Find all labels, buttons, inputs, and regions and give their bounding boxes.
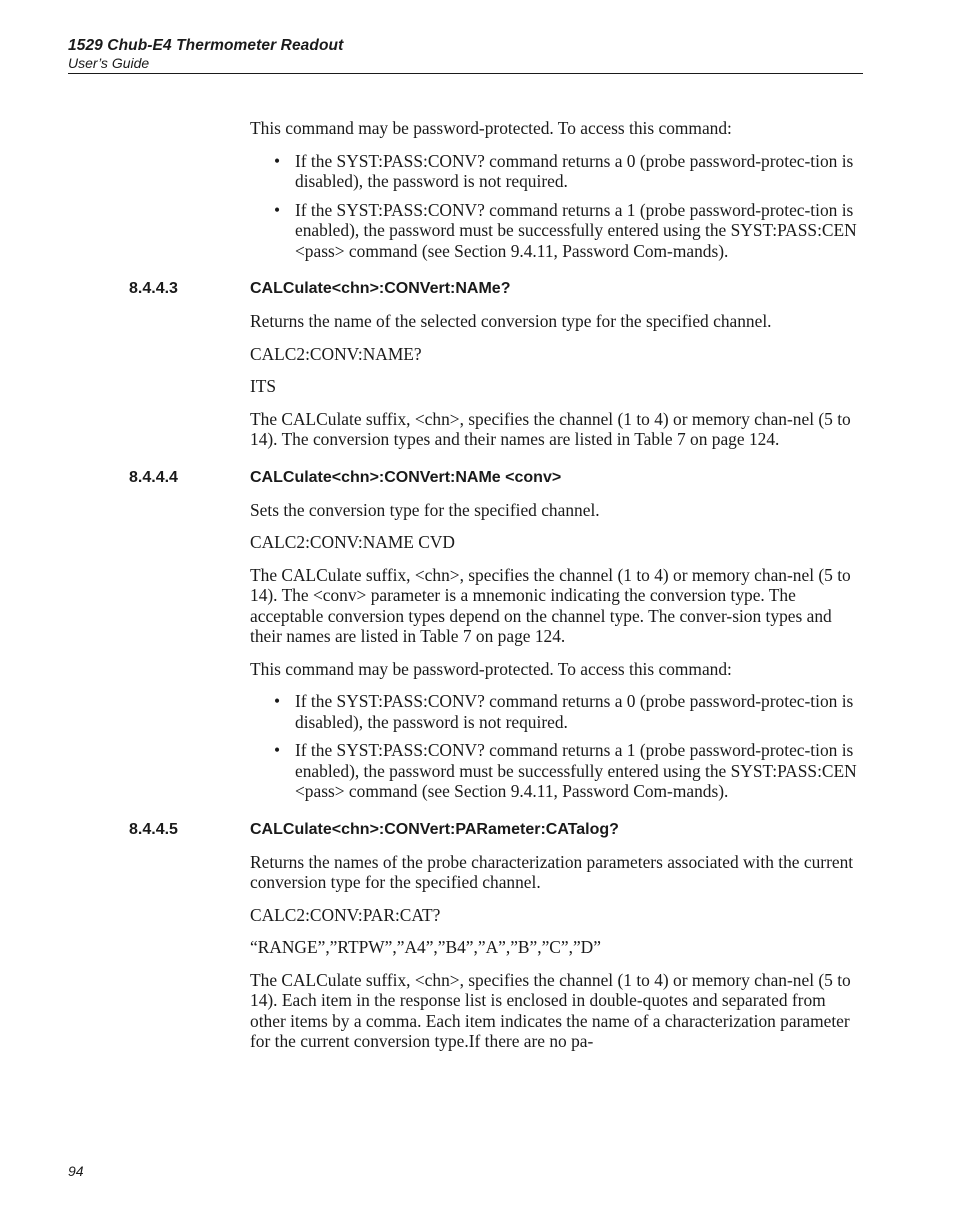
- body-paragraph: The CALCulate suffix, <chn>, specifies the channel (1 to 4) or memory chan-nel (5 to 14). Each item in the response list is enclosed in double-quotes and separated from other items by a comma. Each item indicates the name of a characterization parameter for the current conversion type.If there are no pa-: [250, 969, 851, 1051]
- section-heading: [129, 273, 862, 299]
- page-number: 94: [68, 1163, 84, 1179]
- section-heading: [129, 462, 862, 488]
- intro-bullet-item: • If the SYST:PASS:CONV? command returns a 1 (probe password-protec-tion is enabled), the password must be successfully entered using the SYST:PASS:CEN <pass> command (see Section 9.4.11, Password Com-mands).: [250, 200, 862, 262]
- section-heading: [129, 814, 862, 840]
- bullet-list: [250, 691, 862, 802]
- body-paragraph: The CALCulate suffix, <chn>, specifies the channel (1 to 4) or memory chan-nel (5 to 14). The conversion types and their names are listed in Table 7 on page 124.: [250, 408, 851, 449]
- section-title: CALCulate<chn>:CONVert:PARameter:CATalog?: [250, 820, 619, 838]
- bullet-item: • If the SYST:PASS:CONV? command returns a 1 (probe password-protec-tion is enabled), the password must be successfully entered using the SYST:PASS:CEN <pass> command (see Section 9.4.11, Password Com-mands).: [250, 740, 862, 802]
- section-title: CALCulate<chn>:CONVert:NAMe?: [250, 280, 511, 297]
- body-paragraph: Sets the conversion type for the specified channel.: [250, 499, 600, 520]
- intro-bullet-item: • If the SYST:PASS:CONV? command returns a 0 (probe password-protec-tion is disabled), the password is not required.: [250, 151, 862, 192]
- body-paragraph: Returns the name of the selected conversion type for the specified channel.: [250, 311, 772, 331]
- body-paragraph: The CALCulate suffix, <chn>, specifies the channel (1 to 4) or memory chan-nel (5 to 14). The <conv> parameter is a mnemonic indicating the conversion type. The acceptable conversion types depend on the channel type. The conver-sion types and their names are listed in Table 7 on page 124.: [250, 564, 851, 646]
- intro-bullet-list: [250, 151, 862, 262]
- section-number: 8.4.4.3: [129, 280, 178, 297]
- response-example: “RANGE”,”RTPW”,”A4”,”B4”,”A”,”B”,”C”,”D”: [250, 937, 601, 957]
- running-header-subtitle: User’s Guide: [68, 55, 150, 71]
- command-example: CALC2:CONV:NAME?: [250, 343, 422, 364]
- section-number: 8.4.4.5: [129, 820, 178, 838]
- bullet-item: • If the SYST:PASS:CONV? command returns a 0 (probe password-protec-tion is disabled), the password is not required.: [250, 691, 862, 732]
- section-title: CALCulate<chn>:CONVert:NAMe <conv>: [250, 468, 562, 486]
- body-paragraph: Returns the names of the probe characterization parameters associated with the current conversion type for the specified channel.: [250, 851, 854, 892]
- header-rule: [68, 73, 863, 74]
- command-example: CALC2:CONV:NAME CVD: [250, 532, 455, 552]
- command-example: CALC2:CONV:PAR:CAT?: [250, 904, 441, 925]
- intro-lead: This command may be password-protected. To access this command:: [250, 118, 732, 138]
- body-paragraph: This command may be password-protected. To access this command:: [250, 658, 732, 679]
- response-example: ITS: [250, 376, 277, 396]
- page-body: [129, 118, 862, 1064]
- section-number: 8.4.4.4: [129, 468, 178, 486]
- running-header-title: 1529 Chub-E4 Thermometer Readout: [68, 37, 344, 54]
